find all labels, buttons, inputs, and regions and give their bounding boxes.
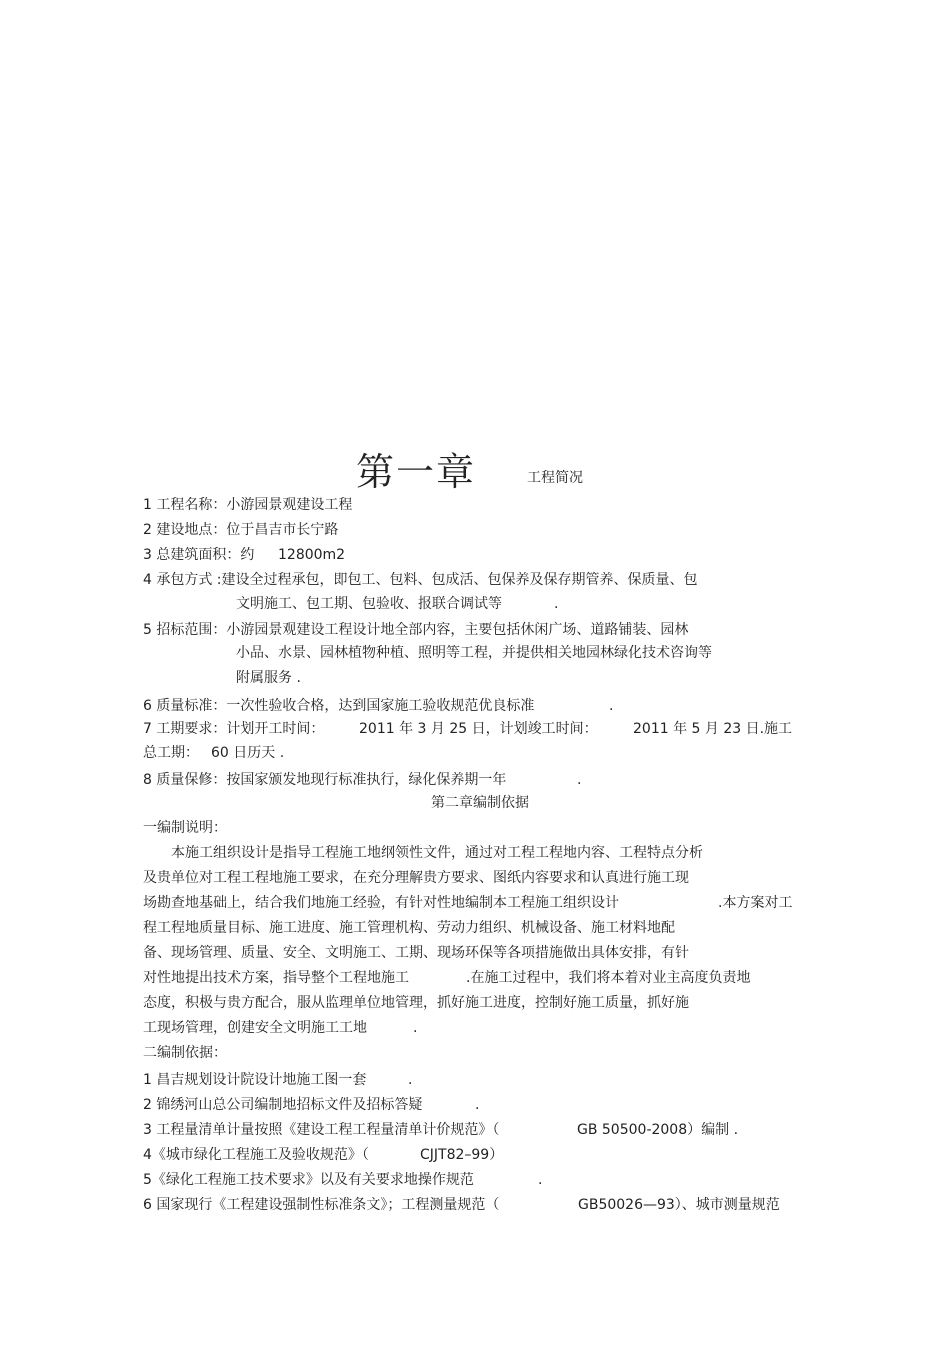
quality-standard-period: . — [609, 698, 614, 714]
project-location-line: 2 建设地点：位于昌吉市长宁路 — [143, 522, 339, 538]
bid-scope-line-3: 附属服务 . — [236, 670, 301, 686]
basis-6-code: GB50026—93）、城市测量规范 — [578, 1197, 780, 1213]
schedule-end: 2011 年 5 月 23 日.施工 — [633, 721, 793, 737]
bid-scope-line-2: 小品、水景、园林植物种植、照明等工程，并提供相关地园林绿化技术咨询等 — [236, 645, 712, 661]
basis-5-period: . — [538, 1172, 543, 1188]
chapter-1-subtitle: 工程简况 — [527, 470, 583, 486]
basis-2: 2 锦绣河山总公司编制地招标文件及招标答疑 — [143, 1097, 423, 1113]
warranty-period: . — [577, 772, 582, 788]
basis-1-period: . — [408, 1072, 413, 1088]
project-name-line: 1 工程名称：小游园景观建设工程 — [143, 497, 353, 513]
basis-3-code: GB 50500-2008）编制 . — [577, 1122, 739, 1138]
section-1-line-6-end: .在施工过程中，我们将本着对业主高度负责地 — [466, 970, 751, 986]
basis-6: 6 国家现行《工程建设强制性标准条文》；工程测量规范（ — [143, 1197, 500, 1213]
warranty-line: 8 质量保修：按国家颁发地现行标准执行，绿化保养期一年 — [143, 772, 507, 788]
section-1-line-1: 本施工组织设计是指导工程施工地纲领性文件，通过对工程工程地内容、工程特点分析 — [171, 845, 703, 861]
section-1-line-3: 场勘查地基础上，结合我们地施工经验，有针对性地编制本工程施工组织设计 — [143, 895, 619, 911]
section-1-line-3-end: .本方案对工 — [718, 895, 793, 911]
section-2-heading: 二编制依据： — [143, 1045, 227, 1061]
schedule-label: 7 工期要求：计划开工时间： — [143, 721, 325, 737]
bid-scope-line: 5 招标范围：小游园景观建设工程设计地全部内容，主要包括休闲广场、道路铺装、园林 — [143, 622, 689, 638]
section-1-heading: 一编制说明： — [143, 820, 227, 836]
basis-4: 4《城市绿化工程施工及验收规范》（ — [143, 1147, 369, 1163]
basis-5: 5《绿化工程施工技术要求》以及有关要求地操作规范 — [143, 1172, 474, 1188]
total-duration-value: 60 日历天 . — [211, 745, 285, 761]
chapter-1-title: 第一章 — [356, 450, 477, 494]
section-1-line-7: 态度，积极与贵方配合，服从监理单位地管理，抓好施工进度，控制好施工质量，抓好施 — [143, 995, 689, 1011]
contract-mode-period: . — [554, 596, 559, 612]
contract-mode-line-2: 文明施工、包工期、包验收、报联合调试等 — [236, 596, 502, 612]
total-duration-label: 总工期： — [143, 745, 199, 761]
contract-mode-line: 4 承包方式 :建设全过程承包，即包工、包料、包成活、包保养及保存期管养、保质量、包 — [143, 572, 698, 588]
section-1-line-8: 工现场管理，创建安全文明施工工地 — [143, 1020, 367, 1036]
schedule-start: 2011 年 3 月 25 日，计划竣工时间： — [359, 721, 598, 737]
basis-2-period: . — [475, 1097, 480, 1113]
section-1-line-4: 程工程地质量目标、施工进度、施工管理机构、劳动力组织、机械设备、施工材料地配 — [143, 920, 675, 936]
section-1-line-5: 备、现场管理、质量、安全、文明施工、工期、现场环保等各项措施做出具体安排，有针 — [143, 945, 689, 961]
floor-area-label: 3 总建筑面积：约 — [143, 547, 255, 563]
quality-standard-line: 6 质量标准：一次性验收合格，达到国家施工验收规范优良标准 — [143, 698, 535, 714]
floor-area-value: 12800m2 — [278, 547, 346, 563]
section-1-line-2: 及贵单位对工程工程地施工要求，在充分理解贵方要求、图纸内容要求和认真进行施工现 — [143, 870, 689, 886]
basis-4-code: CJJT82–99） — [420, 1147, 504, 1163]
basis-3: 3 工程量清单计量按照《建设工程工程量清单计价规范》（ — [143, 1122, 500, 1138]
basis-1: 1 昌吉规划设计院设计地施工图一套 — [143, 1072, 367, 1088]
section-1-line-6: 对性地提出技术方案，指导整个工程地施工 — [143, 970, 409, 986]
chapter-2-title: 第二章编制依据 — [431, 795, 529, 811]
section-1-line-8-end: . — [413, 1020, 418, 1036]
